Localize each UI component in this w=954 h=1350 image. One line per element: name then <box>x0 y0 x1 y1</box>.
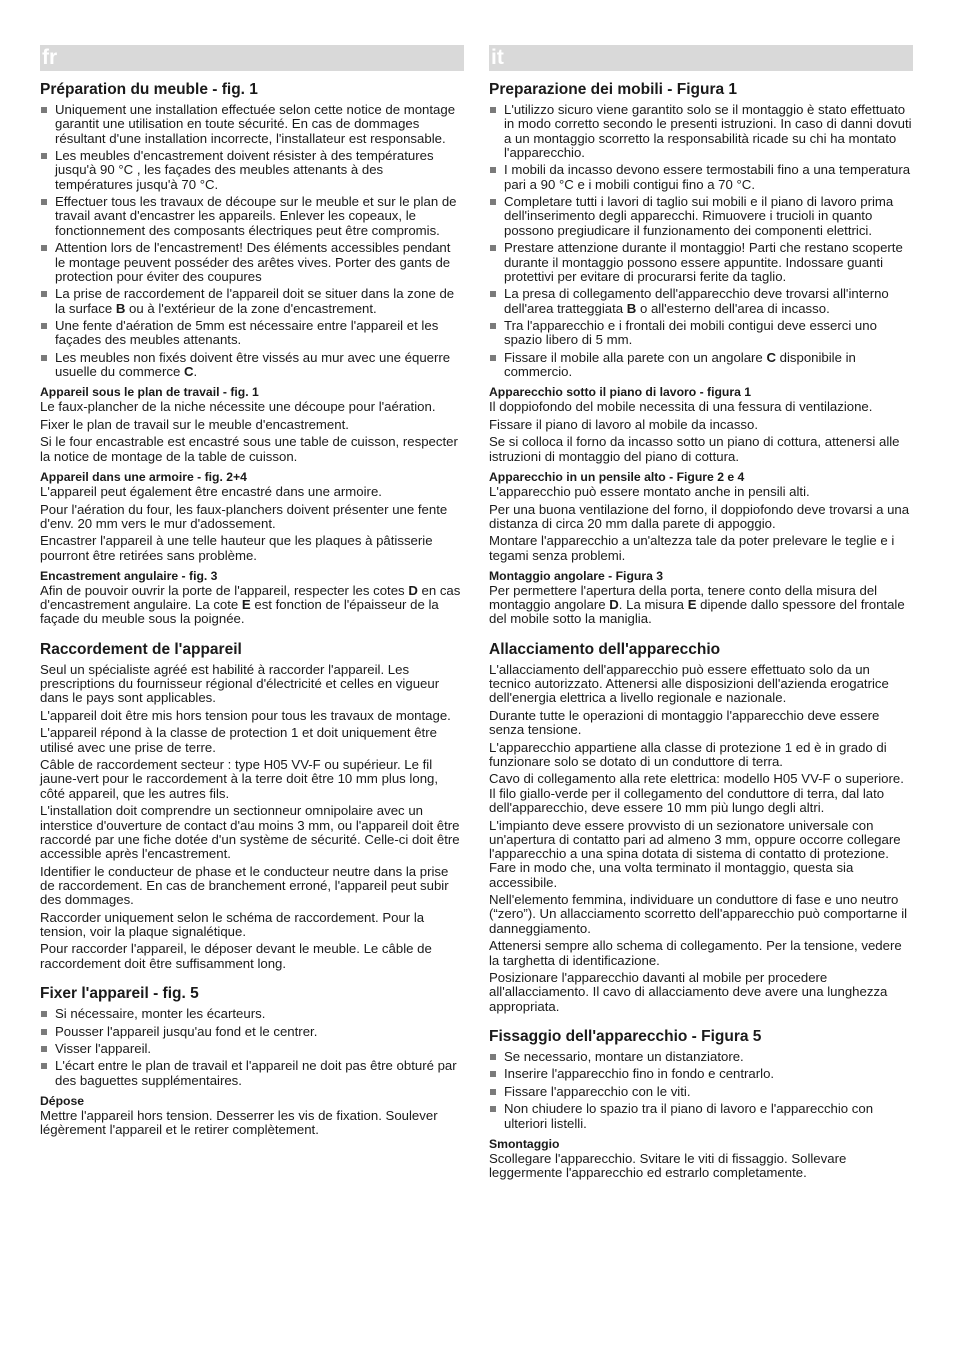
subsection-title: Dépose <box>40 1094 85 1109</box>
paragraph: L'impianto deve essere provvisto di un sezionatore universale con un'apertura di contatto pari ad almeno 3 mm, oppure occorre collegare l'apparecchio a una spina dotata di sistema di contatto di protezione. Fare in modo che, una volta terminato il montaggio, questa sia accessibile. <box>489 817 901 890</box>
square-bullet-icon <box>490 1054 496 1060</box>
section-title: Préparation du meuble - fig. 1 <box>40 81 258 98</box>
list-item: Effectuer tous les travaux de découpe sur le meuble et sur le plan de travail avant d'encastrer les appareils. Enlever les copeaux, le fonctionnement des composants électriques peut être compromis. <box>40 195 464 238</box>
list-item: L'écart entre le plan de travail et l'appareil ne doit pas être obturé par des baguettes supplémentaires. <box>40 1059 464 1088</box>
list-item: Prestare attenzione durante il montaggio! Parti che restano scoperte durante il montaggio possono essere appuntite. Indossare guanti protettivi per evitare di procurarsi ferite da taglio. <box>489 241 913 284</box>
paragraph: Se si colloca il forno da incasso sotto un piano di cottura, attenersi alle istruzioni di montaggio del piano di cottura. <box>489 434 900 464</box>
square-bullet-icon <box>490 245 496 251</box>
paragraph: Cavo di collegamento alla rete elettrica: modello H05 VV-F o superiore. Il filo giallo-verde per il collegamento del conduttore di terra, dal lato dell'apparecchio, deve essere 10 mm più lungo degli altri. <box>489 771 904 816</box>
list-item: Les meubles d'encastrement doivent résister à des températures jusqu'à 90 °C , les façades des meubles attenants à des températures jusqu'à 70 °C. <box>40 149 464 192</box>
square-bullet-icon <box>490 1071 496 1077</box>
paragraph: Seul un spécialiste agréé est habilité à raccorder l'appareil. Les prescriptions du fournisseur régional d'électricité et celles en vigueur dans le pays sont applicables. <box>40 661 440 706</box>
paragraph: L'apparecchio appartiene alla classe di protezione 1 ed è in grado di funzionare solo se dotato di un conduttore di terra. <box>489 739 887 769</box>
list-item: Inserire l'apparecchio fino in fondo e centrarlo. <box>489 1067 913 1081</box>
list-item: Si nécessaire, monter les écarteurs. <box>40 1007 464 1021</box>
language-header-it: it <box>489 45 913 71</box>
section-title: Fissaggio dell'apparecchio - Figura 5 <box>489 1027 762 1045</box>
square-bullet-icon <box>41 199 47 205</box>
list-item: La presa di collegamento dell'apparecchio deve trovarsi all'interno dell'area tratteggiata B o all'esterno dell'area di incasso. <box>489 287 913 316</box>
paragraph: Fixer le plan de travail sur le meuble d'encastrement. <box>40 416 349 432</box>
square-bullet-icon <box>41 355 47 361</box>
square-bullet-icon <box>490 1089 496 1095</box>
paragraph: Il doppiofondo del mobile necessita di una fessura di ventilazione. <box>489 399 873 415</box>
column-italian <box>489 45 913 1184</box>
paragraph: Posizionare l'apparecchio davanti al mobile per procedere all'allacciamento. Il cavo di allacciamento deve avere una lunghezza appropriata. <box>489 970 888 1014</box>
square-bullet-icon <box>41 1046 47 1052</box>
paragraph: L'apparecchio può essere montato anche in pensili alti. <box>489 484 810 500</box>
paragraph: Per permettere l'apertura della porta, tenere conto della misura del montaggio angolare D. La misura E dipende dallo spessore del frontale del mobile sotto la maniglia. <box>489 582 905 627</box>
paragraph: Fissare il piano di lavoro al mobile da incasso. <box>489 416 759 432</box>
square-bullet-icon <box>41 245 47 251</box>
list-item: Fissare l'apparecchio con le viti. <box>489 1085 913 1099</box>
list-item: Non chiudere lo spazio tra il piano di lavoro e l'apparecchio con ulteriori listelli. <box>489 1102 913 1131</box>
paragraph: Scollegare l'apparecchio. Svitare le viti di fissaggio. Sollevare leggermente l'apparecchio ed estrarlo completamente. <box>489 1150 847 1181</box>
square-bullet-icon <box>490 355 496 361</box>
paragraph: Attenersi sempre allo schema di collegamento. Per la tensione, vedere la targhetta di identificazione. <box>489 938 902 968</box>
list-item: Fissare il mobile alla parete con un angolare C disponibile in commercio. <box>489 351 913 380</box>
list-item: I mobili da incasso devono essere termostabili fino a una temperatura pari a 90 °C e i mobili contigui fino a 70 °C. <box>489 163 913 192</box>
paragraph: Per una buona ventilazione del forno, il doppiofondo deve trovarsi a una distanza di circa 20 mm dalla parete di appoggio. <box>489 501 910 531</box>
subsection-title: Apparecchio sotto il piano di lavoro - figura 1 <box>489 385 752 400</box>
square-bullet-icon <box>490 107 496 113</box>
subsection-title: Apparecchio in un pensile alto - Figure 2 e 4 <box>489 470 745 485</box>
list-item: Les meubles non fixés doivent être vissés au mur avec une équerre usuelle du commerce C. <box>40 351 464 380</box>
bullet-list <box>489 103 913 379</box>
section-title: Raccordement de l'appareil <box>40 640 242 658</box>
bullet-list <box>40 103 464 379</box>
subsection-title: Encastrement angulaire - fig. 3 <box>40 568 218 583</box>
paragraph: Nell'elemento femmina, individuare un conduttore di fase e uno neutro (“zero”). Un allacciamento scorretto dell'apparecchio può comportarne il danneggiamento. <box>489 892 908 936</box>
square-bullet-icon <box>490 291 496 297</box>
paragraph: L'appareil doit être mis hors tension pour tous les travaux de montage. <box>40 707 451 723</box>
paragraph: Montare l'apparecchio a un'altezza tale da poter prelevare le teglie e i tegami senza problemi. <box>489 533 895 563</box>
subsection-title: Appareil dans une armoire - fig. 2+4 <box>40 470 247 485</box>
square-bullet-icon <box>490 1106 496 1112</box>
paragraph: Si le four encastrable est encastré sous une table de cuisson, respecter la notice de montage de la table de cuisson. <box>40 434 458 464</box>
square-bullet-icon <box>41 107 47 113</box>
bullet-list <box>489 1050 913 1131</box>
paragraph: L'installation doit comprendre un sectionneur omnipolaire avec un interstice d'ouverture de contact d'au moins 3 mm, ou l'appareil doit être raccordé par une fiche dotée d'un système de sécurité. Celle-ci doit être accessible après l'encastrement. <box>40 803 460 862</box>
paragraph: Pour l'aération du four, les faux-planchers doivent présenter une fente d'env. 20 mm vers le mur d'adossement. <box>40 501 448 531</box>
list-item: Tra l'apparecchio e i frontali dei mobili contigui deve esserci uno spazio libero di 5 mm. <box>489 319 913 348</box>
bullet-list <box>40 1007 464 1088</box>
square-bullet-icon <box>41 1029 47 1035</box>
list-item: Une fente d'aération de 5mm est nécessaire entre l'appareil et les façades des meubles attenants. <box>40 319 464 348</box>
paragraph: Mettre l'appareil hors tension. Desserrer les vis de fixation. Soulever légèrement l'appareil et le retirer complètement. <box>40 1108 438 1138</box>
list-item: Se necessario, montare un distanziatore. <box>489 1050 913 1064</box>
square-bullet-icon <box>490 167 496 173</box>
list-item: Uniquement une installation effectuée selon cette notice de montage garantit une utilisation en toute sécurité. En cas de dommages résultant d'une installation incorrecte, l'installateur est responsable. <box>40 103 464 146</box>
paragraph: Pour raccorder l'appareil, le déposer devant le meuble. Le câble de raccordement doit être suffisamment long. <box>40 941 432 971</box>
square-bullet-icon <box>41 1011 47 1017</box>
section-title: Allacciamento dell'apparecchio <box>489 640 721 658</box>
paragraph: L'appareil répond à la classe de protection 1 et doit uniquement être utilisé avec une prise de terre. <box>40 725 437 755</box>
list-item: Visser l'appareil. <box>40 1042 464 1056</box>
paragraph: Identifier le conducteur de phase et le conducteur neutre dans la prise de raccordement. En cas de branchement erroné, l'appareil peut subir des dommages. <box>40 863 449 908</box>
subsection-title: Appareil sous le plan de travail - fig. 1 <box>40 385 259 400</box>
list-item: L'utilizzo sicuro viene garantito solo se il montaggio è stato effettuato in modo corretto secondo le presenti istruzioni. In caso di danni dovuti a un montaggio scorretto la responsabilità ricade su chi ha montato l'apparecchio. <box>489 103 913 160</box>
square-bullet-icon <box>41 323 47 329</box>
list-item: Attention lors de l'encastrement! Des éléments accessibles pendant le montage peuvent posséder des arêtes vives. Porter des gants de protection pour éviter des coupures <box>40 241 464 284</box>
square-bullet-icon <box>41 153 47 159</box>
subsection-title: Smontaggio <box>489 1136 560 1151</box>
section-title: Preparazione dei mobili - Figura 1 <box>489 81 738 98</box>
section-title: Fixer l'appareil - fig. 5 <box>40 985 199 1003</box>
list-item: La prise de raccordement de l'appareil doit se situer dans la zone de la surface B ou à l'extérieur de la zone d'encastrement. <box>40 287 464 316</box>
square-bullet-icon <box>41 1063 47 1069</box>
paragraph: L'allacciamento dell'apparecchio può essere effettuato solo da un tecnico autorizzato. Attenersi alle disposizioni dell'azienda erogatrice dell'energia elettrica a livello regionale e nazionale. <box>489 661 889 706</box>
square-bullet-icon <box>490 199 496 205</box>
language-header-fr: fr <box>40 45 464 71</box>
paragraph: Encastrer l'appareil à une telle hauteur que les plaques à pâtisserie pourront être retirées sans problème. <box>40 533 433 563</box>
paragraph: L'appareil peut également être encastré dans une armoire. <box>40 484 382 500</box>
paragraph: Le faux-plancher de la niche nécessite une découpe pour l'aération. <box>40 399 436 415</box>
paragraph: Raccorder uniquement selon le schéma de raccordement. Pour la tension, voir la plaque signalétique. <box>40 909 425 939</box>
paragraph: Afin de pouvoir ouvrir la porte de l'appareil, respecter les cotes D en cas d'encastrement angulaire. La cote E est fonction de l'épaisseur de la façade du meuble sous la poignée. <box>40 582 461 627</box>
list-item: Pousser l'appareil jusqu'au fond et le centrer. <box>40 1025 464 1039</box>
paragraph: Durante tutte le operazioni di montaggio l'apparecchio deve essere senza tensione. <box>489 707 880 738</box>
paragraph: Câble de raccordement secteur : type H05 VV-F ou supérieur. Le fil jaune-vert pour le raccordement à la terre doit être 10 mm plus long, côté appareil, que les autres fils. <box>40 757 439 801</box>
square-bullet-icon <box>41 291 47 297</box>
list-item: Completare tutti i lavori di taglio sui mobili e il piano di lavoro prima dell'inserimento degli apparecchi. Rimuovere i trucioli in quanto possono pregiudicare il funzionamento dei componenti elettrici. <box>489 195 913 238</box>
subsection-title: Montaggio angolare - Figura 3 <box>489 568 664 583</box>
column-french <box>40 45 464 1141</box>
square-bullet-icon <box>490 323 496 329</box>
